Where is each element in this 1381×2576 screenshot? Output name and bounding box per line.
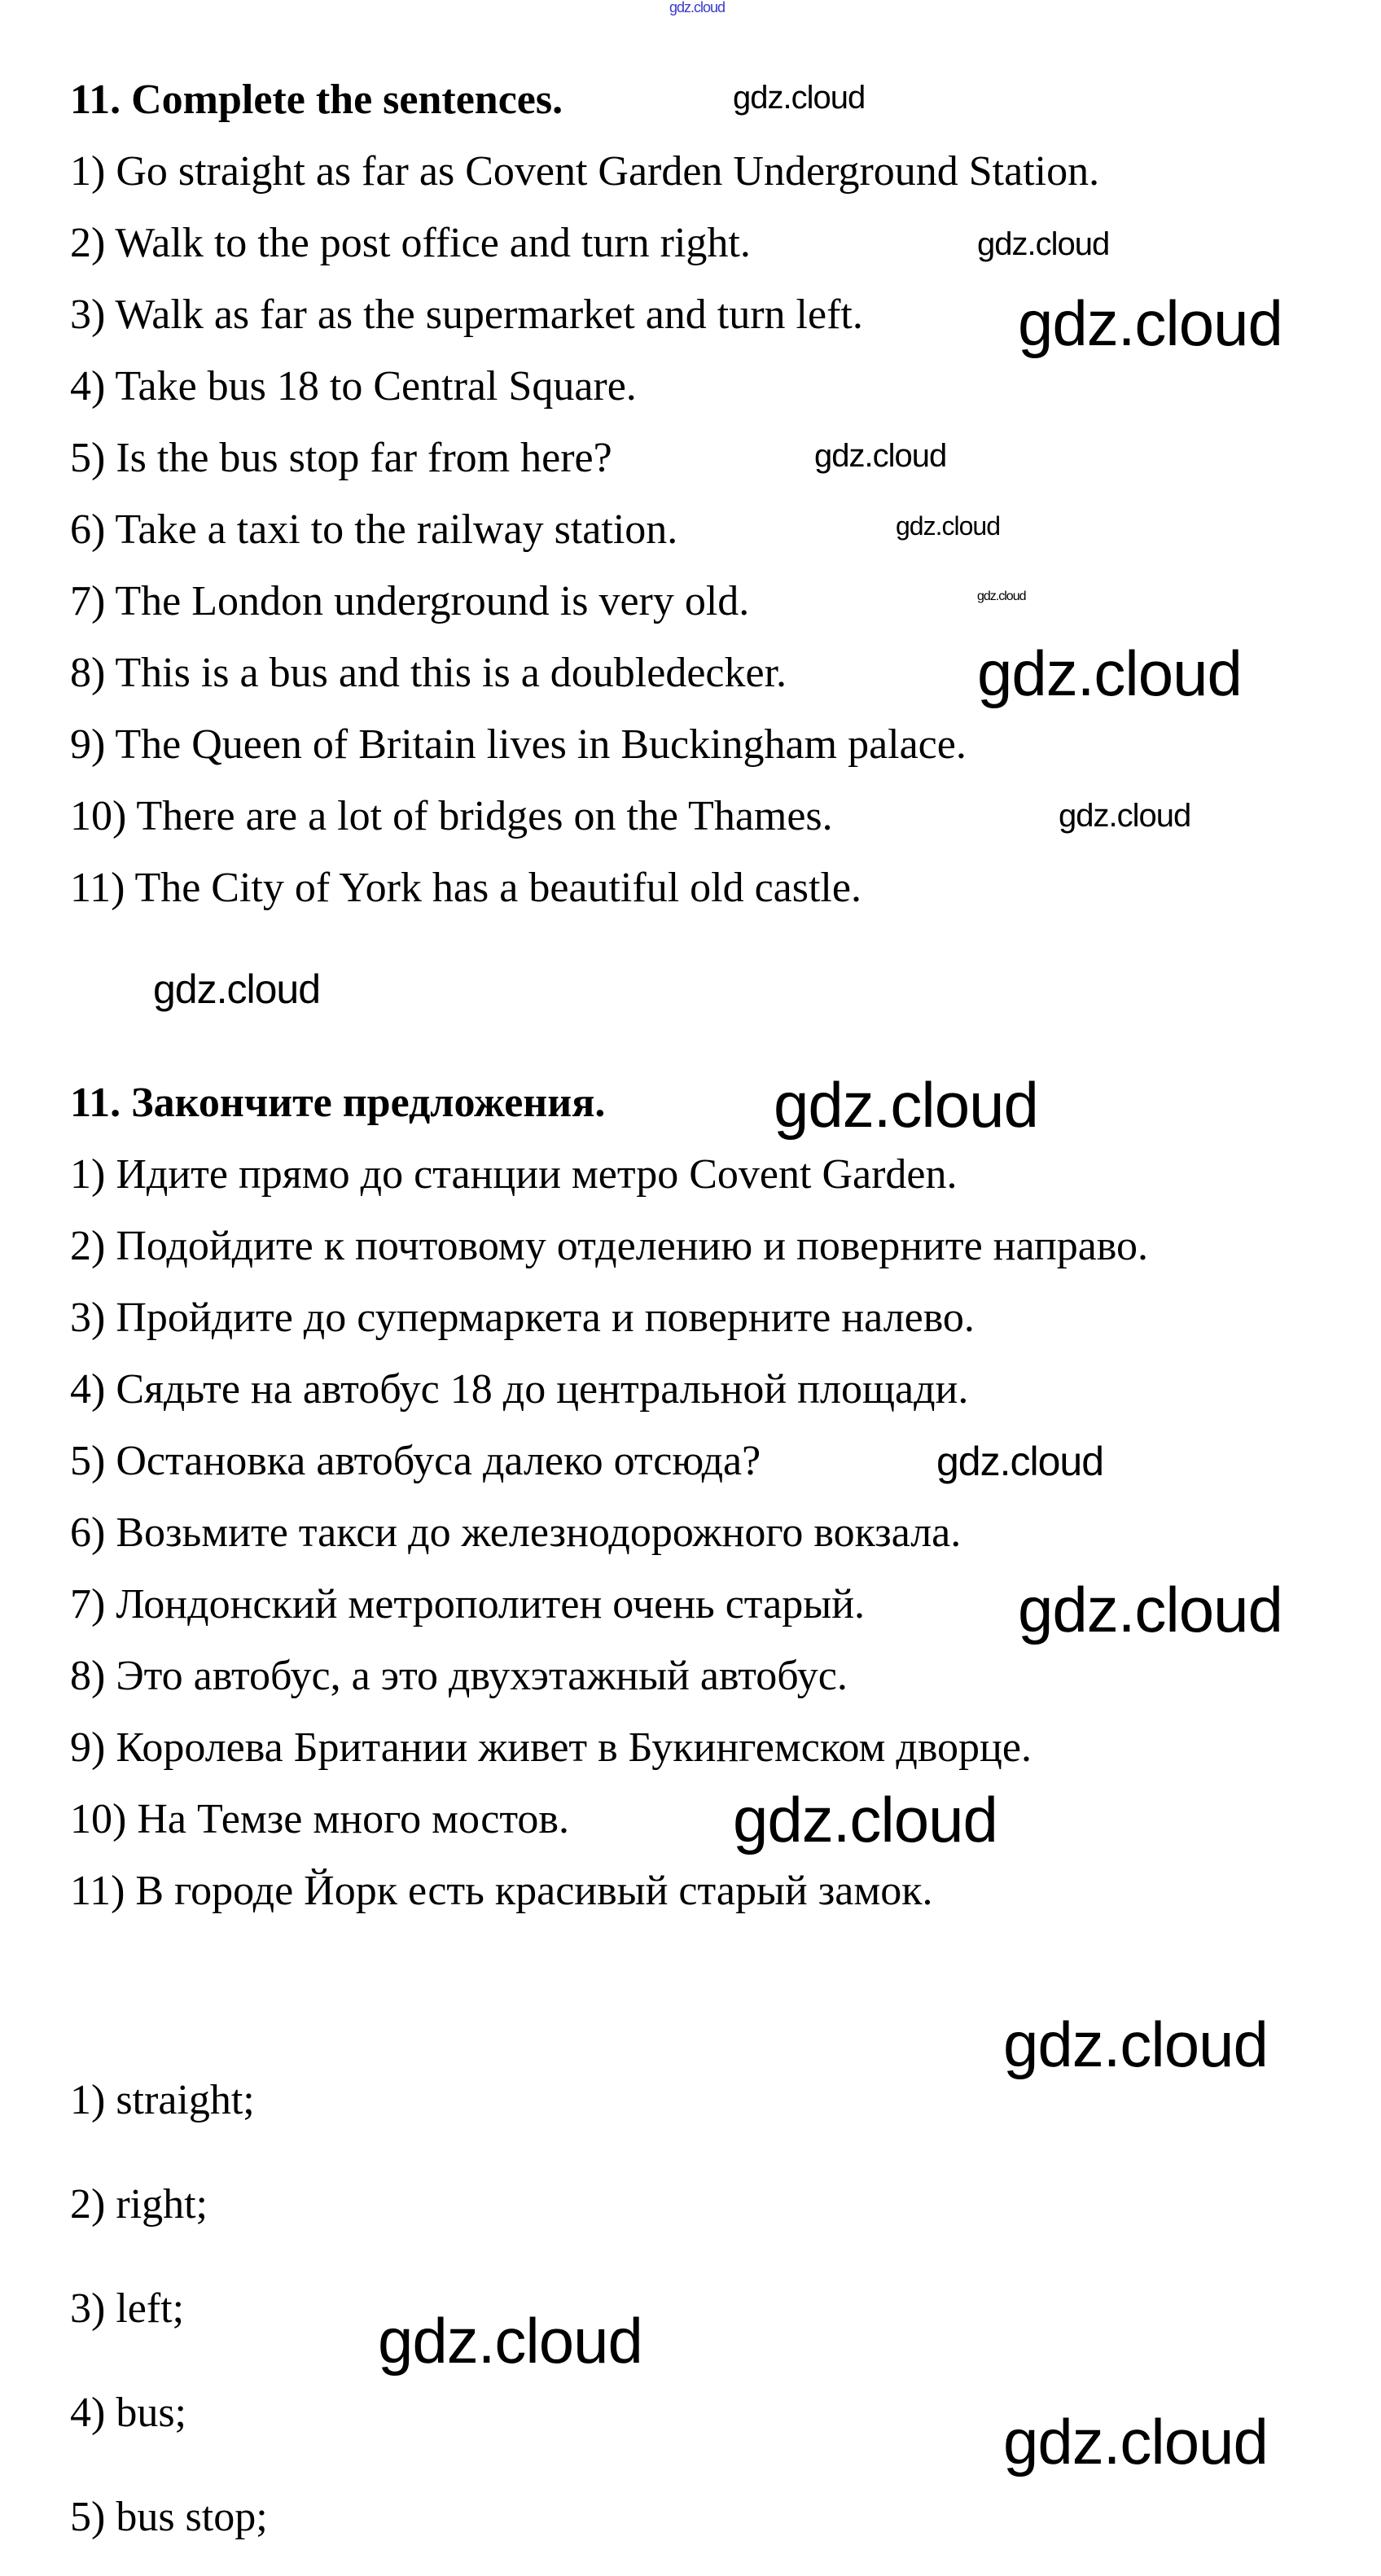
watermark: gdz.cloud xyxy=(153,966,321,1012)
watermark: gdz.cloud xyxy=(1059,798,1191,834)
english-sentence: 9) The Queen of Britain lives in Buckingham palace. xyxy=(70,721,967,768)
answer-item: 4) bus; xyxy=(70,2390,186,2436)
watermark: gdz.cloud xyxy=(977,589,1026,603)
watermark: gdz.cloud xyxy=(977,226,1110,262)
answer-item: 1) straight; xyxy=(70,2077,255,2123)
watermark: gdz.cloud xyxy=(733,1784,997,1855)
russian-sentence: 4) Сядьте на автобус 18 до центральной площади. xyxy=(70,1366,969,1413)
russian-sentence: 9) Королева Британии живет в Букингемском дворце. xyxy=(70,1724,1032,1771)
english-sentence: 8) This is a bus and this is a doubledecker. xyxy=(70,650,787,696)
answer-item: 2) right; xyxy=(70,2181,208,2228)
answer-item: 3) left; xyxy=(70,2285,185,2332)
watermark: gdz.cloud xyxy=(896,511,1000,541)
watermark: gdz.cloud xyxy=(1018,287,1282,359)
russian-title: 11. Закончите предложения. xyxy=(70,1080,606,1126)
watermark-top: gdz.cloud xyxy=(669,0,726,15)
watermark: gdz.cloud xyxy=(733,80,866,116)
watermark: gdz.cloud xyxy=(814,438,947,474)
watermark: gdz.cloud xyxy=(774,1069,1038,1141)
english-sentence: 11) The City of York has a beautiful old castle. xyxy=(70,865,861,911)
answers-list xyxy=(70,2048,268,2569)
russian-sentence: 7) Лондонский метрополитен очень старый. xyxy=(70,1581,866,1628)
watermark: gdz.cloud xyxy=(936,1439,1104,1484)
russian-sentence: 5) Остановка автобуса далеко отсюда? xyxy=(70,1438,761,1484)
russian-sentence: 8) Это автобус, а это двухэтажный автобус. xyxy=(70,1653,848,1699)
answer-item: 5) bus stop; xyxy=(70,2494,268,2540)
russian-sentence: 11) В городе Йорк есть красивый старый замок. xyxy=(70,1868,933,1914)
english-sentence: 2) Walk to the post office and turn right. xyxy=(70,220,751,266)
english-sentence: 4) Take bus 18 to Central Square. xyxy=(70,363,637,410)
english-exercise xyxy=(70,64,1099,924)
english-sentence: 7) The London underground is very old. xyxy=(70,578,750,624)
english-sentence: 1) Go straight as far as Covent Garden Underground Station. xyxy=(70,148,1100,195)
english-sentence: 3) Walk as far as the supermarket and turn left. xyxy=(70,291,863,338)
watermark: gdz.cloud xyxy=(378,2305,642,2377)
english-sentence: 5) Is the bus stop far from here? xyxy=(70,435,612,481)
russian-sentence: 10) На Темзе много мостов. xyxy=(70,1796,569,1842)
watermark: gdz.cloud xyxy=(1018,1574,1282,1645)
watermark: gdz.cloud xyxy=(977,637,1242,709)
english-sentence: 10) There are a lot of bridges on the Thames. xyxy=(70,793,833,839)
english-sentence: 6) Take a taxi to the railway station. xyxy=(70,506,678,553)
russian-sentence: 1) Идите прямо до станции метро Covent Garden. xyxy=(70,1151,958,1198)
russian-sentence: 2) Подойдите к почтовому отделению и поверните направо. xyxy=(70,1223,1148,1269)
russian-sentence: 6) Возьмите такси до железнодорожного вокзала. xyxy=(70,1509,962,1556)
english-title: 11. Complete the sentences. xyxy=(70,77,563,123)
russian-sentence: 3) Пройдите до супермаркета и поверните налево. xyxy=(70,1295,975,1341)
watermark: gdz.cloud xyxy=(1003,2406,1268,2477)
watermark: gdz.cloud xyxy=(1003,2009,1268,2080)
